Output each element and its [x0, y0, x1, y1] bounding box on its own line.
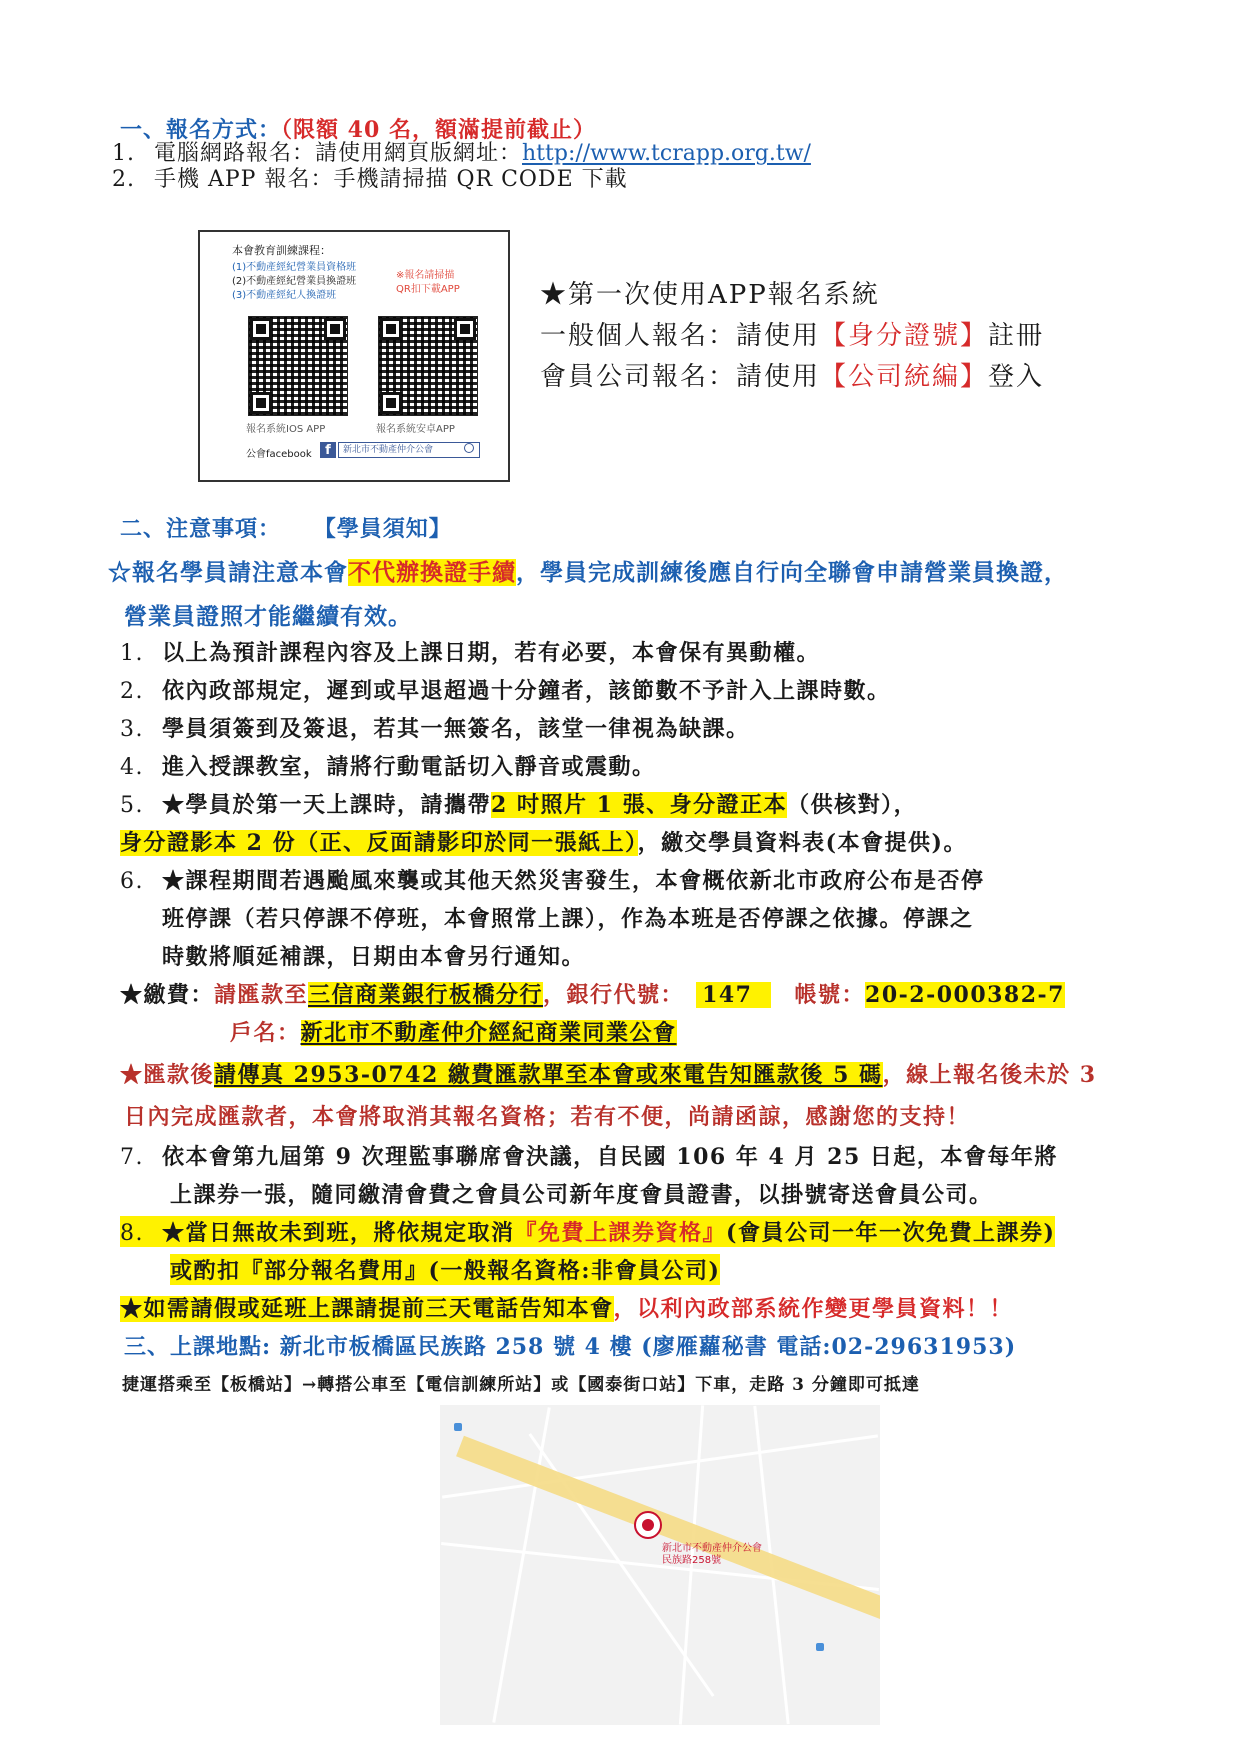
rule-item-5-cont [120, 826, 967, 857]
rule-item-6-l3: 時數將順延補課，日期由本會另行通知。 [162, 944, 586, 970]
remit-after-line2: 日內完成匯款者，本會將取消其報名資格；若有不便，尚請函諒，感謝您的支持！ [124, 1104, 971, 1130]
rule-item-3-text: 學員須簽到及簽退，若其一無簽名，該堂一律視為缺課。 [162, 716, 750, 742]
account-name: 新北市不動產仲介經紀商業同業公會 [300, 1020, 677, 1046]
rule-item-4-text: 進入授課教室，請將行動電話切入靜音或震動。 [162, 754, 656, 780]
bank-code-label: ，銀行代號： [543, 982, 685, 1008]
rule-item-7 [120, 1140, 1058, 1171]
search-icon [464, 443, 474, 453]
notice-line2: 營業員證照才能繼續有效。 [124, 603, 412, 630]
limit-note: （限額 40 名，額滿提前截止） [281, 117, 596, 143]
rule-item-7-l1: 依本會第九屆第 9 次理監事聯席會決議，自民國 106 年 4 月 25 日起，本會每年將 [162, 1144, 1058, 1170]
signup-item-2 [112, 162, 628, 193]
leave-notice-highlight: ★如需請假或延班上課請提前三天電話告知本會 [120, 1296, 614, 1322]
rule-item-5-highlight2: 身分證影本 2 份（正、反面請影印於同一張紙上） [120, 830, 638, 856]
app-info-line1: ★第一次使用APP報名系統 [540, 280, 880, 310]
remit-after-line1 [120, 1058, 1097, 1089]
notice-part1: ☆報名學員請注意本會 [108, 559, 348, 586]
signup-item-1-text: 電腦網路報名：請使用網頁版網址： [154, 141, 523, 166]
remit-after-a: ★匯款後 [120, 1062, 215, 1088]
item-number: 6. [120, 869, 144, 894]
marker-sublabel: 民族路258號 [662, 1555, 722, 1566]
app-info-line3 [540, 356, 1044, 393]
remit-after-b: ，線上報名後未於 3 [882, 1062, 1097, 1088]
bank-name: 三信商業銀行板橋分行 [308, 982, 544, 1008]
qr-note-1: ※報名請掃描 [396, 270, 455, 281]
rule-item-5-a: ★學員於第一天上課時，請攜帶 [162, 792, 492, 818]
item-number: 5. [120, 793, 144, 818]
app-info-line2 [540, 315, 1044, 352]
rule-item-8 [120, 1216, 1055, 1247]
item-number: 7. [120, 1145, 144, 1170]
bus-stop-icon [454, 1423, 462, 1431]
rule-item-5-c: ，繳交學員資料表(本會提供)。 [637, 830, 967, 856]
rule-item-8-free-ticket: 『免費上課券資格』 [514, 1220, 727, 1246]
qr-note-2: QR扣下載APP [396, 284, 460, 295]
rule-item-8-a: ★當日無故未到班，將依規定取消 [162, 1220, 515, 1246]
payment-label: ★繳費： [120, 982, 215, 1008]
rule-item-6 [120, 864, 985, 895]
facebook-label: 公會facebook [246, 449, 312, 460]
course-3: (3)不動產經紀人換證班 [232, 290, 337, 301]
section1-heading: 一、報名方式： [120, 117, 282, 143]
rule-item-5 [120, 788, 917, 819]
bus-stop-icon [816, 1643, 824, 1651]
section3-heading: 三、上課地點: 新北市板橋區民族路 258 號 4 樓 (廖雁蘿秘書 電話:02-29631953) [124, 1334, 1017, 1360]
company-prefix: 會員公司報名：請使用 [540, 362, 821, 392]
account-number: 20-2-000382-7 [865, 982, 1065, 1008]
notice-highlight: 不代辦換證手續 [348, 559, 516, 586]
facebook-icon: f [320, 442, 336, 458]
section2-subheading: 【學員須知】 [313, 516, 452, 542]
account-name-label: 戶名： [230, 1020, 301, 1046]
rule-item-6-l2: 班停課（若只停課不停班，本會照常上課），作為本班是否停課之依據。停課之 [162, 906, 974, 932]
leave-notice [120, 1292, 1013, 1323]
item-number: 3. [120, 717, 144, 742]
rule-item-3 [120, 712, 750, 743]
android-qr-code[interactable] [378, 316, 478, 416]
section2-heading: 二、注意事項： [120, 516, 282, 542]
registration-link[interactable]: http://www.tcrapp.org.tw/ [522, 141, 811, 166]
notice-part2: ，學員完成訓練後應自行向全聯會申請營業員換證， [516, 559, 1068, 586]
android-caption: 報名系統安卓APP [376, 424, 455, 435]
item-number: 4. [120, 755, 144, 780]
item-number: 1. [120, 641, 144, 666]
payment-line1 [120, 978, 1065, 1009]
rule-item-4 [120, 750, 656, 781]
notice-line1 [108, 554, 1068, 587]
rule-item-2 [120, 674, 891, 705]
rule-item-5-b: （供核對）， [787, 792, 918, 818]
ios-qr-code[interactable] [248, 316, 348, 416]
item-number: 2. [112, 167, 135, 192]
item-number: 1. [112, 141, 135, 166]
rule-item-5-highlight1: 2 吋照片 1 張、身分證正本 [491, 792, 788, 818]
course-1: (1)不動產經紀營業員資格班 [232, 262, 357, 273]
facebook-search-box[interactable] [338, 442, 480, 458]
account-label: 帳號： [794, 982, 866, 1008]
marker-label: 新北市不動產仲介公會 [662, 1543, 762, 1554]
location-map[interactable] [440, 1405, 880, 1725]
section2-heading-row [120, 512, 452, 543]
facebook-search-text: 新北市不動產仲介公會 [343, 445, 434, 455]
ios-caption: 報名系統IOS APP [246, 424, 326, 435]
location-marker-icon[interactable] [634, 1511, 662, 1539]
leave-notice-red: ，以利內政部系統作變更學員資料！！ [613, 1296, 1014, 1322]
remit-label: 請匯款至 [214, 982, 309, 1008]
rule-item-8-l2: 或酌扣『部分報名費用』(一般報名資格:非會員公司) [170, 1254, 720, 1285]
rule-item-7-l2: 上課券一張，隨同繳清會費之會員公司新年度會員證書，以掛號寄送會員公司。 [170, 1182, 993, 1208]
rule-item-1 [120, 636, 820, 667]
rule-item-1-text: 以上為預計課程內容及上課日期，若有必要，本會保有異動權。 [162, 640, 821, 666]
qr-box-title: 本會教育訓練課程： [232, 244, 331, 257]
item-number: 2. [120, 679, 144, 704]
tax-id-key: 【公司統編】 [820, 362, 989, 392]
qr-code-box [198, 230, 510, 482]
directions: 捷運搭乘至【板橋站】→轉搭公車至【電信訓練所站】或【國泰街口站】下車，走路 3 分鐘即可抵達 [122, 1375, 920, 1395]
rule-item-2-text: 依內政部規定，遲到或早退超過十分鐘者，該節數不予計入上課時數。 [162, 678, 891, 704]
course-2: (2)不動產經紀營業員換證班 [232, 276, 357, 287]
signup-item-2-text: 手機 APP 報名：手機請掃描 QR CODE 下載 [154, 167, 628, 192]
id-number-key: 【身分證號】 [820, 321, 989, 351]
payment-line2 [230, 1016, 677, 1047]
bank-code: 147 [696, 982, 770, 1008]
individual-suffix: 註冊 [988, 321, 1045, 351]
item-number: 8. [120, 1221, 144, 1246]
rule-item-6-l1: ★課程期間若遇颱風來襲或其他天然災害發生，本會概依新北市政府公布是否停 [162, 868, 985, 894]
individual-prefix: 一般個人報名：請使用 [540, 321, 821, 351]
rule-item-8-b: (會員公司一年一次免費上課券) [726, 1220, 1056, 1246]
company-suffix: 登入 [988, 362, 1045, 392]
remit-after-fax: 請傳真 2953-0742 繳費匯款單至本會或來電告知匯款後 5 碼 [214, 1062, 883, 1088]
